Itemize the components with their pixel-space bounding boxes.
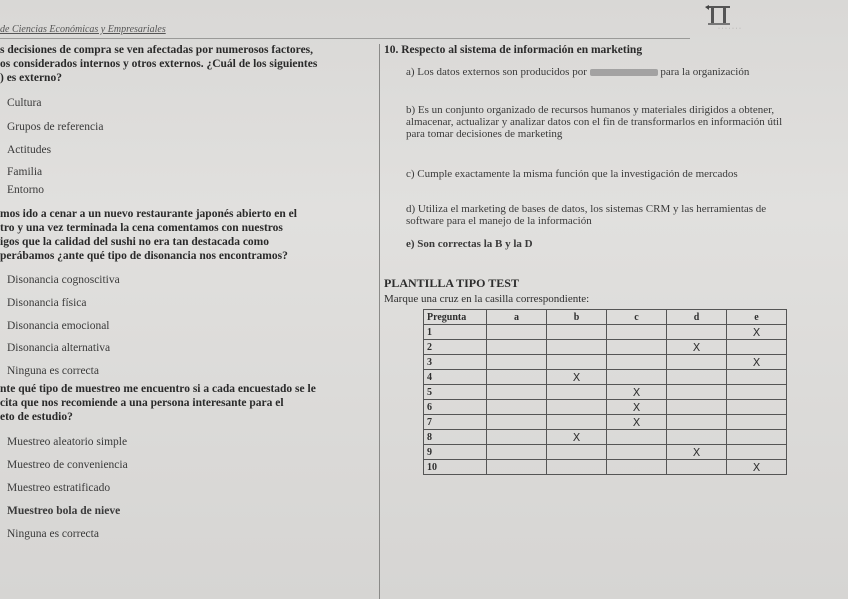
answer-cell-d[interactable] (667, 355, 727, 370)
answer-cell-e[interactable] (727, 445, 787, 460)
answer-cell-d[interactable] (667, 445, 727, 460)
question-number-cell: 9 (424, 445, 487, 460)
question-text: igos que la calidad del sushi no era tan destacada como (0, 236, 269, 248)
cross-mark: X (752, 355, 761, 369)
cross-mark: X (632, 415, 641, 429)
grid-header-b: b (547, 310, 607, 325)
answer-cell-a[interactable] (487, 325, 547, 340)
table-row (424, 415, 787, 430)
template-title: PLANTILLA TIPO TEST (384, 276, 519, 290)
question-text: nte qué tipo de muestreo me encuentro si a cada encuestado se le (0, 383, 316, 395)
question-number-cell: 10 (424, 460, 487, 475)
table-row (424, 445, 787, 460)
cross-mark: X (572, 430, 581, 444)
question-10-title: 10. Respecto al sistema de información en marketing (384, 44, 643, 56)
question-text: cita que nos recomiende a una persona interesante para el (0, 397, 284, 409)
answer-cell-b[interactable] (547, 370, 607, 385)
answer-cell-c[interactable] (607, 445, 667, 460)
answer-option: Disonancia física (7, 297, 87, 309)
answer-option: Cultura (7, 97, 42, 109)
answer-cell-e[interactable] (727, 325, 787, 340)
answer-grid-header (424, 310, 787, 325)
cross-mark: X (632, 400, 641, 414)
answer-option: Disonancia cognoscitiva (7, 274, 120, 286)
answer-cell-a[interactable] (487, 355, 547, 370)
answer-cell-b[interactable] (547, 460, 607, 475)
answer-cell-c[interactable] (607, 460, 667, 475)
answer-cell-d[interactable] (667, 370, 727, 385)
answer-cell-e[interactable] (727, 460, 787, 475)
q10-option-e: e) Son correctas la B y la D (406, 238, 533, 250)
answer-cell-a[interactable] (487, 400, 547, 415)
answer-cell-a[interactable] (487, 430, 547, 445)
answer-cell-c[interactable] (607, 430, 667, 445)
answer-cell-b[interactable] (547, 430, 607, 445)
q10-option-a-suffix: para la organización (660, 66, 750, 78)
answer-option: Ninguna es correcta (7, 365, 99, 377)
answer-cell-a[interactable] (487, 445, 547, 460)
answer-cell-c[interactable] (607, 340, 667, 355)
grid-header-e: e (727, 310, 787, 325)
answer-option: Grupos de referencia (7, 121, 104, 133)
answer-cell-e[interactable] (727, 370, 787, 385)
answer-cell-d[interactable] (667, 340, 727, 355)
answer-cell-c[interactable] (607, 400, 667, 415)
table-row (424, 355, 787, 370)
grid-header-d: d (667, 310, 727, 325)
q10-option-c: c) Cumple exactamente la misma función que la investigación de mercados (406, 168, 738, 180)
redacted-text (590, 69, 658, 76)
logo-caption: · · · · · · · (718, 26, 741, 32)
q10-option-a (406, 66, 786, 78)
answer-option: Muestreo de conveniencia (7, 459, 128, 471)
answer-cell-b[interactable] (547, 385, 607, 400)
answer-cell-c[interactable] (607, 415, 667, 430)
table-row (424, 400, 787, 415)
header-rule (0, 38, 690, 39)
grid-header-pregunta: Pregunta (424, 310, 487, 325)
table-row (424, 460, 787, 475)
question-number-cell: 2 (424, 340, 487, 355)
question-text: os considerados internos y otros externos. ¿Cuál de los siguientes (0, 58, 318, 70)
university-logo-icon (702, 4, 736, 28)
answer-cell-e[interactable] (727, 340, 787, 355)
question-number-cell: 5 (424, 385, 487, 400)
answer-cell-b[interactable] (547, 355, 607, 370)
answer-cell-a[interactable] (487, 385, 547, 400)
answer-cell-b[interactable] (547, 415, 607, 430)
answer-cell-b[interactable] (547, 400, 607, 415)
question-number-cell: 8 (424, 430, 487, 445)
question-number-cell: 4 (424, 370, 487, 385)
table-row (424, 430, 787, 445)
cross-mark: X (752, 325, 761, 339)
answer-cell-e[interactable] (727, 355, 787, 370)
table-row (424, 385, 787, 400)
answer-cell-e[interactable] (727, 430, 787, 445)
answer-cell-a[interactable] (487, 340, 547, 355)
answer-grid (423, 309, 787, 475)
answer-cell-a[interactable] (487, 460, 547, 475)
answer-cell-e[interactable] (727, 400, 787, 415)
question-text: ) es externo? (0, 72, 62, 84)
answer-cell-d[interactable] (667, 430, 727, 445)
answer-cell-c[interactable] (607, 370, 667, 385)
answer-option: Familia (7, 166, 43, 178)
faculty-header: de Ciencias Económicas y Empresariales (0, 24, 166, 35)
answer-grid-body (424, 325, 787, 475)
answer-option: Entorno (7, 184, 45, 196)
answer-option: Muestreo estratificado (7, 482, 111, 494)
grid-header-c: c (607, 310, 667, 325)
cross-mark: X (572, 370, 581, 384)
question-number-cell: 7 (424, 415, 487, 430)
answer-cell-d[interactable] (667, 415, 727, 430)
answer-cell-d[interactable] (667, 400, 727, 415)
question-number-cell: 6 (424, 400, 487, 415)
answer-cell-e[interactable] (727, 415, 787, 430)
answer-option-selected: Muestreo bola de nieve (7, 505, 121, 517)
answer-cell-a[interactable] (487, 370, 547, 385)
answer-cell-e[interactable] (727, 385, 787, 400)
answer-cell-b[interactable] (547, 340, 607, 355)
question-text: s decisiones de compra se ven afectadas por numerosos factores, (0, 44, 314, 56)
answer-cell-d[interactable] (667, 385, 727, 400)
answer-option: Ninguna es correcta (7, 528, 99, 540)
column-divider (379, 44, 380, 599)
cross-mark: X (692, 340, 701, 354)
question-text: perábamos ¿ante qué tipo de disonancia nos encontramos? (0, 250, 288, 262)
question-text: eto de estudio? (0, 411, 73, 423)
answer-cell-c[interactable] (607, 325, 667, 340)
table-row (424, 340, 787, 355)
answer-option: Muestreo aleatorio simple (7, 436, 128, 448)
table-row (424, 325, 787, 340)
answer-cell-d[interactable] (667, 460, 727, 475)
q10-option-a-prefix: a) Los datos externos son producidos por (406, 66, 587, 78)
question-number-cell: 1 (424, 325, 487, 340)
template-instruction: Marque una cruz en la casilla correspondiente: (384, 293, 590, 305)
table-row (424, 370, 787, 385)
cross-mark: X (752, 460, 761, 474)
question-text: mos ido a cenar a un nuevo restaurante japonés abierto en el (0, 208, 297, 220)
answer-option: Actitudes (7, 144, 52, 156)
q10-option-d: d) Utiliza el marketing de bases de datos, los sistemas CRM y las herramientas de software para el manejo de la información (406, 203, 767, 227)
answer-cell-b[interactable] (547, 325, 607, 340)
cross-mark: X (692, 445, 701, 459)
answer-option: Disonancia alternativa (7, 342, 111, 354)
cross-mark: X (632, 385, 641, 399)
answer-cell-d[interactable] (667, 325, 727, 340)
university-logo-svg (702, 4, 736, 28)
answer-cell-b[interactable] (547, 445, 607, 460)
grid-header-a: a (487, 310, 547, 325)
q10-option-b: b) Es un conjunto organizado de recursos humanos y materiales dirigidos a obtener, almacenar, actualizar y analizar datos con el fin de transformarlos en información útil para tomar decisiones de marketing (406, 104, 783, 140)
question-number-cell: 3 (424, 355, 487, 370)
question-text: tro y una vez terminada la cena comentamos con nuestros (0, 222, 283, 234)
answer-cell-c[interactable] (607, 385, 667, 400)
answer-cell-a[interactable] (487, 415, 547, 430)
answer-cell-c[interactable] (607, 355, 667, 370)
answer-option: Disonancia emocional (7, 320, 110, 332)
